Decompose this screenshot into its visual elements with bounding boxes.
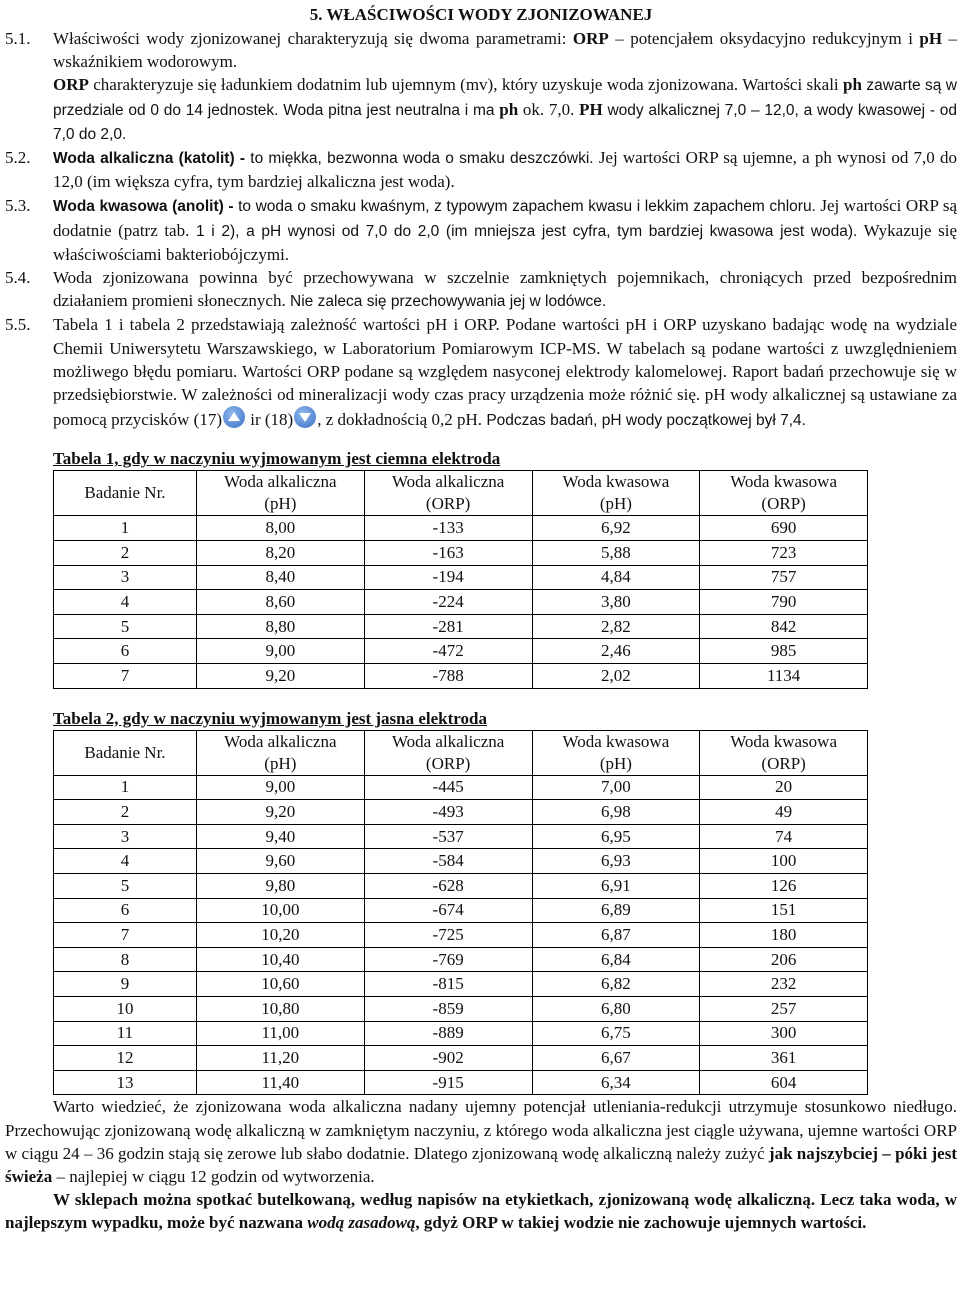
table-cell: 6,95	[532, 824, 700, 849]
text-run: Tabela 1 i tabela 2 przedstawiają zależność wartości pH i ORP. Podane wartości pH i ORP uzyskano badając wodę na wydziale Chemii Uniwersytetu Warszawskiego, w Laboratorium Pomiarowym ICP-MS. W tabelach są podane wartości z uwzględnieniem możliwego błędu pomiaru. Wartości ORP podane są względem nasyconej elektrody kalomelowej. Raport badań przechowuje się w przedsiębiorstwie. W zależności od mineralizacji wody czas pracy urządzenia może różnić się. pH wody alkalicznej są ustawiane za pomocą przycisków (17)	[53, 315, 957, 430]
table-cell: -674	[364, 898, 532, 923]
header-cell: Woda kwasowa (ORP)	[700, 471, 868, 516]
table-row	[54, 898, 868, 923]
table-cell: 257	[700, 996, 868, 1021]
section-5-2	[5, 146, 957, 194]
table-cell: -859	[364, 996, 532, 1021]
table-cell: 9,80	[196, 873, 364, 898]
table-cell: -815	[364, 972, 532, 997]
table-cell: 300	[700, 1021, 868, 1046]
table-cell: 604	[700, 1070, 868, 1095]
section-number: 5.3.	[5, 196, 31, 216]
closing-paragraph-2	[5, 1188, 957, 1234]
table-2-caption: Tabela 2, gdy w naczyniu wyjmowanym jest jasna elektroda	[53, 708, 487, 728]
down-arrow-button-icon	[294, 406, 316, 428]
header-cell: Woda alkaliczna (pH)	[196, 471, 364, 516]
table-cell: -194	[364, 565, 532, 590]
text-run: 1 i 2), a pH wynosi od 7,0 do 2,0 (im mniejsza jest cyfra, tym bardziej kwasowa jest woda).	[189, 222, 858, 240]
section-5-1	[5, 27, 957, 146]
table-cell: 10,20	[196, 923, 364, 948]
table-cell: -584	[364, 849, 532, 874]
table-cell: 9,20	[196, 664, 364, 689]
text-run: Warto wiedzieć, że zjonizowana woda alkaliczna nadany ujemny potencjał utleniania-redukcji utrzymuje stosunkowo niedługo. Przechowując zjonizowaną wodę alkaliczną w zamkniętym naczyniu, z którego woda alkaliczna jest ciągle używana, ujemne wartości ORP w ciągu 24 – 36 godzin stają się zerowe lub słabo dodatnie. Dlatego zjonizowaną wodę alkaliczną należy zużyć	[5, 1097, 957, 1163]
text-run: ok. 7,0.	[518, 99, 580, 119]
bold-term: jak najszybciej – póki jest świeża	[5, 1143, 957, 1186]
table-cell: 5,88	[532, 541, 700, 566]
text-run: Właściwości wody zjonizowanej charakteryzują się dwoma parametrami:	[53, 29, 573, 48]
section-5-4	[5, 266, 957, 313]
table-row	[54, 775, 868, 800]
table-cell: -472	[364, 639, 532, 664]
table-cell: 6,75	[532, 1021, 700, 1046]
table-cell: 11	[54, 1021, 197, 1046]
table-cell: -281	[364, 614, 532, 639]
table-cell: 3	[54, 565, 197, 590]
header-cell: Woda kwasowa (pH)	[532, 471, 700, 516]
closing-paragraph-1	[5, 1095, 957, 1188]
table-cell: -788	[364, 664, 532, 689]
bold-term: ph	[843, 75, 862, 95]
text-run: – potencjałem oksydacyjno redukcyjnym i	[608, 29, 920, 48]
table-cell: 985	[700, 639, 868, 664]
table-cell: 2	[54, 541, 197, 566]
text-run: – najlepiej w ciągu 12 godzin od wytworzenia.	[52, 1166, 375, 1186]
table-cell: 723	[700, 541, 868, 566]
table-row	[54, 664, 868, 689]
table-cell: -769	[364, 947, 532, 972]
table-row	[54, 541, 868, 566]
text-run: Jej wartości ORP są ujemne, a ph wynosi od 7,0 do 12,0 (im większa cyfra, tym bardziej alkaliczna jest woda).	[53, 148, 957, 192]
text-run: Podczas badań, pH wody początkowej był 7,4.	[482, 412, 806, 430]
section-5-3	[5, 194, 957, 266]
table-cell: 790	[700, 590, 868, 615]
table-cell: 8,40	[196, 565, 364, 590]
table-cell: 232	[700, 972, 868, 997]
table-cell: 2,02	[532, 664, 700, 689]
table-row	[54, 639, 868, 664]
table-cell: 3,80	[532, 590, 700, 615]
table-cell: 180	[700, 923, 868, 948]
table-cell: 151	[700, 898, 868, 923]
table-row	[54, 996, 868, 1021]
table-cell: 4	[54, 590, 197, 615]
table-cell: 6,91	[532, 873, 700, 898]
table-cell: 690	[700, 516, 868, 541]
table-cell: 7	[54, 923, 197, 948]
table-cell: 5	[54, 873, 197, 898]
section-text	[53, 27, 957, 146]
text-run: , gdyż ORP w takiej wodzie nie zachowuje ujemnych wartości.	[415, 1213, 867, 1233]
up-arrow-button-icon	[223, 406, 245, 428]
header-cell: Badanie Nr.	[54, 471, 197, 516]
section-number: 5.1.	[5, 29, 31, 48]
table-cell: 842	[700, 614, 868, 639]
table-cell: 8,80	[196, 614, 364, 639]
table-cell: 6,93	[532, 849, 700, 874]
bold-term: ORP	[572, 29, 609, 48]
table-row	[54, 972, 868, 997]
table-cell: 9	[54, 972, 197, 997]
table-row	[54, 1021, 868, 1046]
table-row	[54, 923, 868, 948]
table-row	[54, 1070, 868, 1095]
table-cell: -725	[364, 923, 532, 948]
table-cell: 100	[700, 849, 868, 874]
table-cell: 206	[700, 947, 868, 972]
table-cell: -628	[364, 873, 532, 898]
table-cell: -445	[364, 775, 532, 800]
table-header-row	[54, 471, 868, 516]
table-cell: -493	[364, 800, 532, 825]
table-cell: 9,00	[196, 639, 364, 664]
table-cell: 8,00	[196, 516, 364, 541]
table-cell: 10,40	[196, 947, 364, 972]
text-run: Nie zaleca się przechowywania jej w lodówce.	[285, 293, 607, 311]
table-row	[54, 873, 868, 898]
table-cell: 7	[54, 664, 197, 689]
text-run: to woda o smaku kwaśnym, z typowym zapachem kwasu i lekkim zapachem chloru.	[233, 198, 816, 216]
table-cell: 6	[54, 639, 197, 664]
table-cell: 74	[700, 824, 868, 849]
text-run: Woda zjonizowana powinna być przechowywana w szczelnie zamkniętych pojemnikach, chroniących przed bezpośrednim działaniem promieni słonecznych.	[53, 268, 957, 311]
table-cell: 9,20	[196, 800, 364, 825]
table-cell: 13	[54, 1070, 197, 1095]
table-cell: 2	[54, 800, 197, 825]
table-cell: 10,80	[196, 996, 364, 1021]
table-cell: -537	[364, 824, 532, 849]
table-cell: -163	[364, 541, 532, 566]
table-cell: 7,00	[532, 775, 700, 800]
table-cell: -889	[364, 1021, 532, 1046]
table-cell: 10,60	[196, 972, 364, 997]
section-5-5	[5, 313, 957, 432]
table-cell: -902	[364, 1046, 532, 1071]
table-cell: 6,82	[532, 972, 700, 997]
table-cell: 1	[54, 516, 197, 541]
table-cell: 8	[54, 947, 197, 972]
table-cell: 49	[700, 800, 868, 825]
table-cell: 11,00	[196, 1021, 364, 1046]
bold-term: Woda kwasowa (anolit) -	[53, 198, 234, 216]
table-cell: 6	[54, 898, 197, 923]
table-cell: 8,20	[196, 541, 364, 566]
table-cell: 20	[700, 775, 868, 800]
text-run: wody alkalicznej 7,0 – 12,0, a wody kwasowej - od 7,0 do 2,0.	[53, 101, 957, 143]
table-row	[54, 849, 868, 874]
table-cell: 8,60	[196, 590, 364, 615]
table-cell: 10,00	[196, 898, 364, 923]
table-cell: 6,87	[532, 923, 700, 948]
table-cell: 757	[700, 565, 868, 590]
page-title: 5. WŁAŚCIWOŚCI WODY ZJONIZOWANEJ	[309, 5, 653, 24]
section-text	[53, 146, 957, 194]
table-2	[53, 730, 868, 1096]
table-cell: 2,82	[532, 614, 700, 639]
table-header-row	[54, 730, 868, 775]
table-row	[54, 516, 868, 541]
table-cell: -224	[364, 590, 532, 615]
table-cell: 6,80	[532, 996, 700, 1021]
table-cell: 5	[54, 614, 197, 639]
section-text	[53, 313, 957, 432]
text-run: zawarte są w przedziale od 0 do 14 jednostek. Woda pitna jest neutralna i ma	[53, 77, 957, 119]
table-cell: 12	[54, 1046, 197, 1071]
table-cell: 11,40	[196, 1070, 364, 1095]
table-cell: 6,84	[532, 947, 700, 972]
text-run: Wykazuje się właściwościami bakteriobójczymi.	[53, 220, 957, 264]
table-cell: 4	[54, 849, 197, 874]
table-row	[54, 947, 868, 972]
table-cell: 1	[54, 775, 197, 800]
table-cell: 6,67	[532, 1046, 700, 1071]
section-number: 5.2.	[5, 148, 31, 168]
table-cell: 10	[54, 996, 197, 1021]
bold-term: pH	[919, 29, 943, 48]
table-cell: 11,20	[196, 1046, 364, 1071]
bold-term: Woda alkaliczna (katolit) -	[53, 150, 246, 168]
header-cell: Woda alkaliczna (ORP)	[364, 471, 532, 516]
document-page	[5, 3, 957, 1235]
table-cell: 3	[54, 824, 197, 849]
italic-term: wodą zasadową	[307, 1213, 416, 1233]
section-text	[53, 266, 957, 313]
table-cell: 4,84	[532, 565, 700, 590]
table-cell: -915	[364, 1070, 532, 1095]
section-number: 5.4.	[5, 268, 31, 288]
table-cell: 1134	[700, 664, 868, 689]
table-cell: -133	[364, 516, 532, 541]
table-row	[54, 565, 868, 590]
table-cell: 9,00	[196, 775, 364, 800]
table-cell: 126	[700, 873, 868, 898]
table-cell: 9,60	[196, 849, 364, 874]
table-cell: 2,46	[532, 639, 700, 664]
table-cell: 6,34	[532, 1070, 700, 1095]
table-row	[54, 1046, 868, 1071]
table-row	[54, 800, 868, 825]
table-row	[54, 590, 868, 615]
text-run: – wskaźnikiem wodorowym.	[53, 29, 957, 72]
header-cell: Woda kwasowa (pH)	[532, 730, 700, 775]
table-1	[53, 470, 868, 688]
header-cell: Badanie Nr.	[54, 730, 197, 775]
text-run: ir (18)	[246, 410, 294, 430]
table-1-caption: Tabela 1, gdy w naczyniu wyjmowanym jest ciemna elektroda	[53, 449, 501, 469]
table-cell: 6,92	[532, 516, 700, 541]
bold-term: PH	[579, 99, 603, 119]
text-run: , z dokładnością 0,2 pH.	[317, 410, 483, 430]
header-cell: Woda alkaliczna (ORP)	[364, 730, 532, 775]
section-text	[53, 194, 957, 266]
table-cell: 361	[700, 1046, 868, 1071]
header-cell: Woda alkaliczna (pH)	[196, 730, 364, 775]
text-run: to miękka, bezwonna woda o smaku deszczówki.	[245, 150, 594, 168]
table-row	[54, 824, 868, 849]
bold-term: ph	[499, 99, 519, 119]
text-run: charakteryzuje się ładunkiem dodatnim lub ujemnym (mv), który uzyskuje woda zjonizowana. Wartości skali	[88, 75, 844, 95]
header-cell: Woda kwasowa (ORP)	[700, 730, 868, 775]
table-cell: 6,98	[532, 800, 700, 825]
text-run: W sklepach można spotkać butelkowaną, według napisów na etykietkach, zjonizowaną wodę alkaliczną. Lecz taka woda, w najlepszym wypadku, może być nazwana	[5, 1190, 957, 1233]
table-row	[54, 614, 868, 639]
table-cell: 6,89	[532, 898, 700, 923]
bold-term: ORP	[53, 75, 89, 95]
section-number: 5.5.	[5, 315, 31, 335]
text-run: Jej wartości ORP są dodatnie (patrz tab.	[53, 196, 958, 240]
table-cell: 9,40	[196, 824, 364, 849]
